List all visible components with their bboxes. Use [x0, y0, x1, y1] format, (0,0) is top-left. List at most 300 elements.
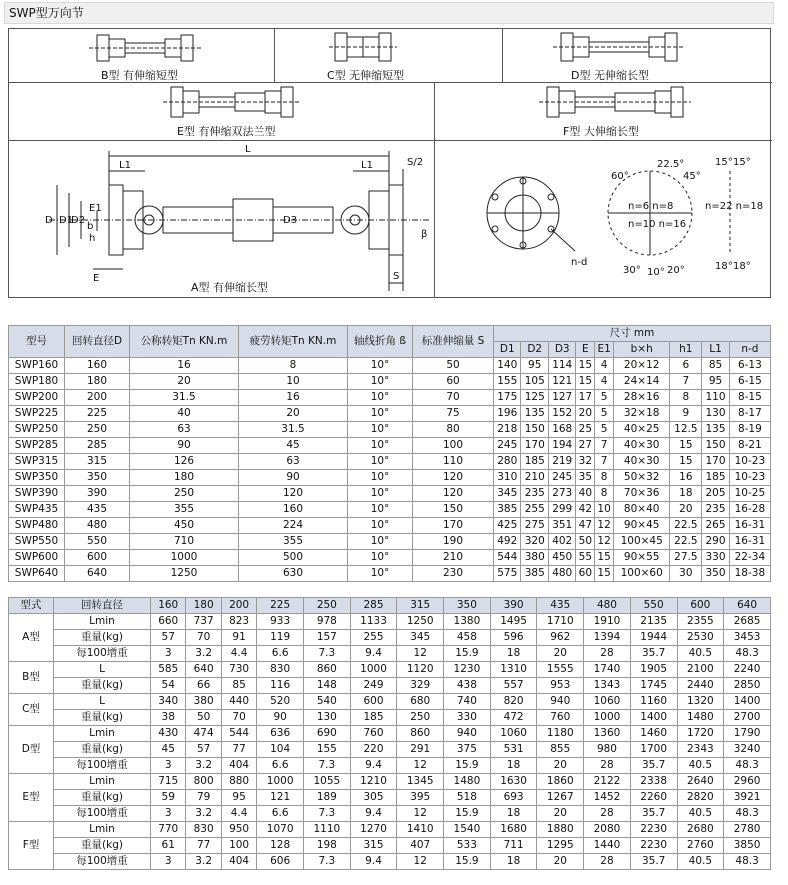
table-cell: 17 — [576, 390, 595, 406]
table-cell: 10-23 — [729, 470, 770, 486]
table-cell: 1630 — [490, 774, 537, 790]
table-cell: 35.7 — [630, 758, 677, 774]
table-cell: 2760 — [677, 838, 724, 854]
table-cell: 18 — [490, 646, 537, 662]
table-cell: 375 — [444, 742, 491, 758]
table-cell: 1000 — [350, 662, 397, 678]
table-cell: 1680 — [490, 822, 537, 838]
header-cell: 600 — [677, 598, 724, 614]
table-cell: 425 — [494, 518, 521, 534]
table-cell: 15 — [595, 550, 614, 566]
table-cell: 10° — [348, 438, 413, 454]
table-cell: 249 — [350, 678, 397, 694]
table-cell: 128 — [257, 838, 304, 854]
type-cell: E型 — [9, 774, 54, 822]
table-cell: 40.5 — [677, 758, 724, 774]
table-cell: 60 — [576, 566, 595, 582]
row-label-cell: Lmin — [54, 774, 151, 790]
table-row — [9, 854, 771, 870]
table-cell: 1380 — [444, 614, 491, 630]
table-cell: 310 — [494, 470, 521, 486]
table-cell: 35.7 — [630, 806, 677, 822]
table-cell: 48.3 — [724, 854, 771, 870]
table-cell: 830 — [186, 822, 221, 838]
table-cell: 220 — [350, 742, 397, 758]
table-cell: 3 — [151, 806, 186, 822]
table-row — [9, 390, 771, 406]
table-cell: SWP390 — [9, 486, 65, 502]
header-cell: 435 — [537, 598, 584, 614]
table-cell: 12 — [397, 758, 444, 774]
table-cell: 291 — [397, 742, 444, 758]
table-cell: 1230 — [444, 662, 491, 678]
table-cell: 480 — [548, 566, 575, 582]
type-cell: D型 — [9, 726, 54, 774]
table-cell: 155 — [304, 742, 351, 758]
table-cell: 330 — [702, 550, 729, 566]
table-cell: 435 — [65, 502, 130, 518]
table-cell: 152 — [548, 406, 575, 422]
table-cell: 245 — [494, 438, 521, 454]
table-cell: 28 — [584, 854, 631, 870]
table-cell: 95 — [521, 358, 548, 374]
table-cell: 135 — [521, 406, 548, 422]
table-cell: 385 — [521, 566, 548, 582]
table-cell: 116 — [257, 678, 304, 694]
col-dim-header: b×h — [613, 342, 669, 358]
table-cell: 355 — [130, 502, 239, 518]
table-row — [9, 374, 771, 390]
table-cell: 8-21 — [729, 438, 770, 454]
table-cell: 5 — [595, 406, 614, 422]
table-cell: 1360 — [584, 726, 631, 742]
table-cell: 218 — [494, 422, 521, 438]
table-cell: 47 — [576, 518, 595, 534]
table-cell: 290 — [702, 534, 729, 550]
header-cell: 180 — [186, 598, 221, 614]
table-cell: 1343 — [584, 678, 631, 694]
table-cell: 285 — [65, 438, 130, 454]
table-cell: 210 — [413, 550, 494, 566]
table-cell: 820 — [490, 694, 537, 710]
table-cell: 10° — [348, 406, 413, 422]
table-cell: 250 — [130, 486, 239, 502]
table-cell: 125 — [521, 390, 548, 406]
dim-L-label: L — [245, 144, 251, 155]
table-cell: 472 — [490, 710, 537, 726]
table-cell: 12 — [397, 806, 444, 822]
table-cell: 544 — [221, 726, 256, 742]
table-cell: 63 — [239, 454, 348, 470]
table-cell: 30 — [670, 566, 702, 582]
table-cell: 518 — [444, 790, 491, 806]
table-cell: 10° — [348, 502, 413, 518]
table-cell: 114 — [548, 358, 575, 374]
table-cell: 680 — [397, 694, 444, 710]
table-cell: 690 — [304, 726, 351, 742]
table-cell: 10° — [348, 454, 413, 470]
table-cell: 596 — [490, 630, 537, 646]
table-cell: 2343 — [677, 742, 724, 758]
table-cell: 1555 — [537, 662, 584, 678]
table-cell: 4 — [595, 358, 614, 374]
row-label-cell: 重量(kg) — [54, 630, 151, 646]
table-cell: 345 — [494, 486, 521, 502]
table-cell: 170 — [413, 518, 494, 534]
dim-D1-label: D1 — [59, 215, 74, 226]
table-cell: 225 — [65, 406, 130, 422]
table-cell: 385 — [494, 502, 521, 518]
table-cell: 740 — [444, 694, 491, 710]
table-cell: 355 — [239, 534, 348, 550]
table-cell: 22.5 — [670, 534, 702, 550]
table-header-row — [9, 598, 771, 614]
type-a-drawing — [9, 141, 435, 297]
table-cell: 305 — [350, 790, 397, 806]
table-cell: 275 — [521, 518, 548, 534]
table-cell: 135 — [702, 422, 729, 438]
table-cell: 35.7 — [630, 854, 677, 870]
table-cell: 45 — [151, 742, 186, 758]
table-cell: 40 — [576, 486, 595, 502]
table-cell: 600 — [350, 694, 397, 710]
table-cell: 1394 — [584, 630, 631, 646]
table-cell: 48.3 — [724, 806, 771, 822]
table-cell: 3 — [151, 854, 186, 870]
table-cell: 170 — [702, 454, 729, 470]
table-cell: 760 — [537, 710, 584, 726]
angle-10-label: 10° — [647, 267, 665, 278]
type-a-cell — [9, 141, 435, 297]
table-cell: 120 — [413, 470, 494, 486]
table-cell: 1060 — [584, 694, 631, 710]
header-cell: 225 — [257, 598, 304, 614]
angle-60-label: 60° — [611, 171, 629, 182]
row-label-cell: 重量(kg) — [54, 710, 151, 726]
length-weight-table — [8, 597, 771, 870]
dim-D-label: D — [45, 215, 53, 226]
table-cell: 273 — [548, 486, 575, 502]
table-cell: 2530 — [677, 630, 724, 646]
table-row — [9, 710, 771, 726]
table-cell: 2680 — [677, 822, 724, 838]
table-cell: 1740 — [584, 662, 631, 678]
table-cell: 395 — [397, 790, 444, 806]
table-cell: 531 — [490, 742, 537, 758]
table-cell: 9.4 — [350, 758, 397, 774]
angle-18-b-label: 18° — [733, 261, 751, 272]
row-label-cell: L — [54, 694, 151, 710]
table-cell: 22.5 — [670, 518, 702, 534]
table-cell: 3453 — [724, 630, 771, 646]
table-cell: 150 — [413, 502, 494, 518]
dim-D2-label: D2 — [71, 215, 86, 226]
table-cell: 2850 — [724, 678, 771, 694]
table-cell: 2960 — [724, 774, 771, 790]
table-cell: 28×16 — [613, 390, 669, 406]
table-row — [9, 774, 771, 790]
table-cell: 120 — [413, 486, 494, 502]
type-c-cell — [275, 29, 503, 83]
table-cell: 7.3 — [304, 806, 351, 822]
col-dim-header: L1 — [702, 342, 729, 358]
table-cell: 1720 — [677, 726, 724, 742]
table-cell: 404 — [221, 854, 256, 870]
table-cell: 9.4 — [350, 646, 397, 662]
header-cell: 350 — [444, 598, 491, 614]
table-cell: 200 — [65, 390, 130, 406]
table-cell: 380 — [186, 694, 221, 710]
table-cell: 75 — [413, 406, 494, 422]
table-cell: 198 — [304, 838, 351, 854]
n-22-18-label: n=22 n=18 — [705, 201, 764, 212]
table-cell: 2260 — [630, 790, 677, 806]
type-cell: B型 — [9, 662, 54, 694]
col-dim-header: D3 — [548, 342, 575, 358]
type-b-cell — [9, 29, 275, 83]
table-row — [9, 822, 771, 838]
angle-15-b-label: 15° — [733, 157, 751, 168]
table-cell: 77 — [186, 838, 221, 854]
table-cell: SWP225 — [9, 406, 65, 422]
table-cell: 70 — [221, 710, 256, 726]
angle-18-a-label: 18° — [715, 261, 733, 272]
table-cell: 10° — [348, 422, 413, 438]
table-cell: 20×12 — [613, 358, 669, 374]
table-cell: 155 — [494, 374, 521, 390]
table-cell: 500 — [239, 550, 348, 566]
table-cell: 2338 — [630, 774, 677, 790]
row-label-cell: 重量(kg) — [54, 742, 151, 758]
table-cell: 1250 — [397, 614, 444, 630]
table-cell: 10° — [348, 486, 413, 502]
table-cell: 20 — [239, 406, 348, 422]
table-cell: 1060 — [490, 726, 537, 742]
table-cell: 15.9 — [444, 758, 491, 774]
row-label-cell: 每100增重 — [54, 854, 151, 870]
table-cell: 20 — [537, 646, 584, 662]
col-nominal-torque-header: 公称转矩Tn KN.m — [130, 326, 239, 358]
table-row — [9, 566, 771, 582]
row-label-cell: 重量(kg) — [54, 678, 151, 694]
table-cell: 575 — [494, 566, 521, 582]
table-cell: 175 — [494, 390, 521, 406]
table-cell: 20 — [670, 502, 702, 518]
table-cell: 40.5 — [677, 806, 724, 822]
col-dim-header: D1 — [494, 342, 521, 358]
table-cell: 70×36 — [613, 486, 669, 502]
table-cell: 330 — [444, 710, 491, 726]
table-cell: 6.6 — [257, 758, 304, 774]
table-cell: SWP640 — [9, 566, 65, 582]
table-row — [9, 406, 771, 422]
table-cell: 550 — [65, 534, 130, 550]
table-cell: 450 — [548, 550, 575, 566]
table-cell: 1270 — [350, 822, 397, 838]
table-cell: 1495 — [490, 614, 537, 630]
table-cell: 90×45 — [613, 518, 669, 534]
table-cell: 15 — [576, 358, 595, 374]
table-cell: 390 — [65, 486, 130, 502]
table-row — [9, 838, 771, 854]
header-cell: 640 — [724, 598, 771, 614]
table-cell: 79 — [186, 790, 221, 806]
dim-S2-label: S/2 — [407, 157, 424, 168]
table-cell: 35 — [576, 470, 595, 486]
table-cell: 2355 — [677, 614, 724, 630]
table-cell: 22-34 — [729, 550, 770, 566]
col-model-header: 型号 — [9, 326, 65, 358]
table-cell: 255 — [521, 502, 548, 518]
table-cell: 7 — [595, 454, 614, 470]
table-cell: 45 — [239, 438, 348, 454]
dim-D3-label: D3 — [283, 215, 298, 226]
table-row — [9, 726, 771, 742]
col-dim-header: n-d — [729, 342, 770, 358]
table-cell: 20 — [576, 406, 595, 422]
table-cell: 80 — [413, 422, 494, 438]
table-cell: 15 — [670, 454, 702, 470]
table-cell: 16-28 — [729, 502, 770, 518]
header-cell: 160 — [151, 598, 186, 614]
table-cell: 8 — [595, 486, 614, 502]
table-cell: 50 — [576, 534, 595, 550]
table-cell: SWP315 — [9, 454, 65, 470]
table-cell: 1460 — [630, 726, 677, 742]
table-cell: 1790 — [724, 726, 771, 742]
table-row — [9, 678, 771, 694]
angle-30-label: 30° — [623, 265, 641, 276]
header-cell: 315 — [397, 598, 444, 614]
table-cell: 150 — [702, 438, 729, 454]
table-cell: 1250 — [130, 566, 239, 582]
table-cell: 606 — [257, 854, 304, 870]
table-cell: 130 — [702, 406, 729, 422]
table-row — [9, 758, 771, 774]
table-cell: 130 — [304, 710, 351, 726]
table-cell: 32 — [576, 454, 595, 470]
table-row — [9, 550, 771, 566]
table-cell: 940 — [537, 694, 584, 710]
table-cell: 350 — [702, 566, 729, 582]
table-cell: 180 — [130, 470, 239, 486]
table-cell: 737 — [186, 614, 221, 630]
table-cell: 1540 — [444, 822, 491, 838]
type-cell: F型 — [9, 822, 54, 870]
table-cell: 2440 — [677, 678, 724, 694]
table-cell: 600 — [65, 550, 130, 566]
table-cell: 16 — [130, 358, 239, 374]
table-cell: 6.6 — [257, 806, 304, 822]
table-cell: 160 — [65, 358, 130, 374]
type-e-cell — [9, 83, 435, 141]
table-cell: 235 — [702, 502, 729, 518]
table-cell: 90 — [239, 470, 348, 486]
table-row — [9, 486, 771, 502]
table-cell: 9.4 — [350, 806, 397, 822]
table-cell: 10° — [348, 566, 413, 582]
table-cell: 3.2 — [186, 806, 221, 822]
table-cell: 15 — [595, 566, 614, 582]
table-cell: 7.3 — [304, 646, 351, 662]
table-cell: 27 — [576, 438, 595, 454]
table-cell: 3850 — [724, 838, 771, 854]
table-cell: 245 — [548, 470, 575, 486]
col-dim-header: E1 — [595, 342, 614, 358]
table-cell: 100 — [413, 438, 494, 454]
table-cell: 8-17 — [729, 406, 770, 422]
table-cell: 210 — [521, 470, 548, 486]
table-cell: 2240 — [724, 662, 771, 678]
table-cell: 15 — [576, 374, 595, 390]
table-cell: 9 — [670, 406, 702, 422]
table-cell: 280 — [494, 454, 521, 470]
table-cell: 1267 — [537, 790, 584, 806]
table-cell: 6 — [670, 358, 702, 374]
table-cell: 630 — [239, 566, 348, 582]
table-cell: 1160 — [630, 694, 677, 710]
table-cell: 54 — [151, 678, 186, 694]
table-cell: 18 — [490, 854, 537, 870]
table-cell: 59 — [151, 790, 186, 806]
table-row — [9, 806, 771, 822]
table-cell: 40×30 — [613, 438, 669, 454]
table-cell: 1440 — [584, 838, 631, 854]
table-cell: 1905 — [630, 662, 677, 678]
table-cell: 63 — [130, 422, 239, 438]
table-cell: 121 — [257, 790, 304, 806]
table-cell: 10 — [239, 374, 348, 390]
table-cell: 121 — [548, 374, 575, 390]
table-cell: 10° — [348, 390, 413, 406]
table-cell: 1745 — [630, 678, 677, 694]
table-cell: 160 — [239, 502, 348, 518]
table-row — [9, 454, 771, 470]
table-cell: 7.3 — [304, 758, 351, 774]
table-cell: 533 — [444, 838, 491, 854]
type-d-cell — [503, 29, 772, 83]
table-cell: 329 — [397, 678, 444, 694]
table-cell: 95 — [221, 790, 256, 806]
table-cell: SWP600 — [9, 550, 65, 566]
table-cell: 150 — [521, 422, 548, 438]
table-cell: 1320 — [677, 694, 724, 710]
table-cell: SWP550 — [9, 534, 65, 550]
table-cell: 25 — [576, 422, 595, 438]
table-cell: 104 — [257, 742, 304, 758]
table-cell: SWP350 — [9, 470, 65, 486]
table-cell: 95 — [702, 374, 729, 390]
table-cell: 250 — [397, 710, 444, 726]
table-cell: 823 — [221, 614, 256, 630]
header-cell: 480 — [584, 598, 631, 614]
table-cell: 50 — [186, 710, 221, 726]
table-cell: 480 — [65, 518, 130, 534]
dim-L1-left-label: L1 — [119, 160, 131, 171]
table-cell: 140 — [494, 358, 521, 374]
row-label-cell: Lmin — [54, 822, 151, 838]
table-cell: 1452 — [584, 790, 631, 806]
table-cell: 830 — [257, 662, 304, 678]
table-cell: 12.5 — [670, 422, 702, 438]
table-cell: SWP480 — [9, 518, 65, 534]
row-label-cell: 每100增重 — [54, 758, 151, 774]
type-b-caption: B型 有伸缩短型 — [101, 69, 179, 82]
table-row — [9, 470, 771, 486]
table-cell: 2230 — [630, 822, 677, 838]
table-cell: 440 — [221, 694, 256, 710]
table-cell: 205 — [702, 486, 729, 502]
